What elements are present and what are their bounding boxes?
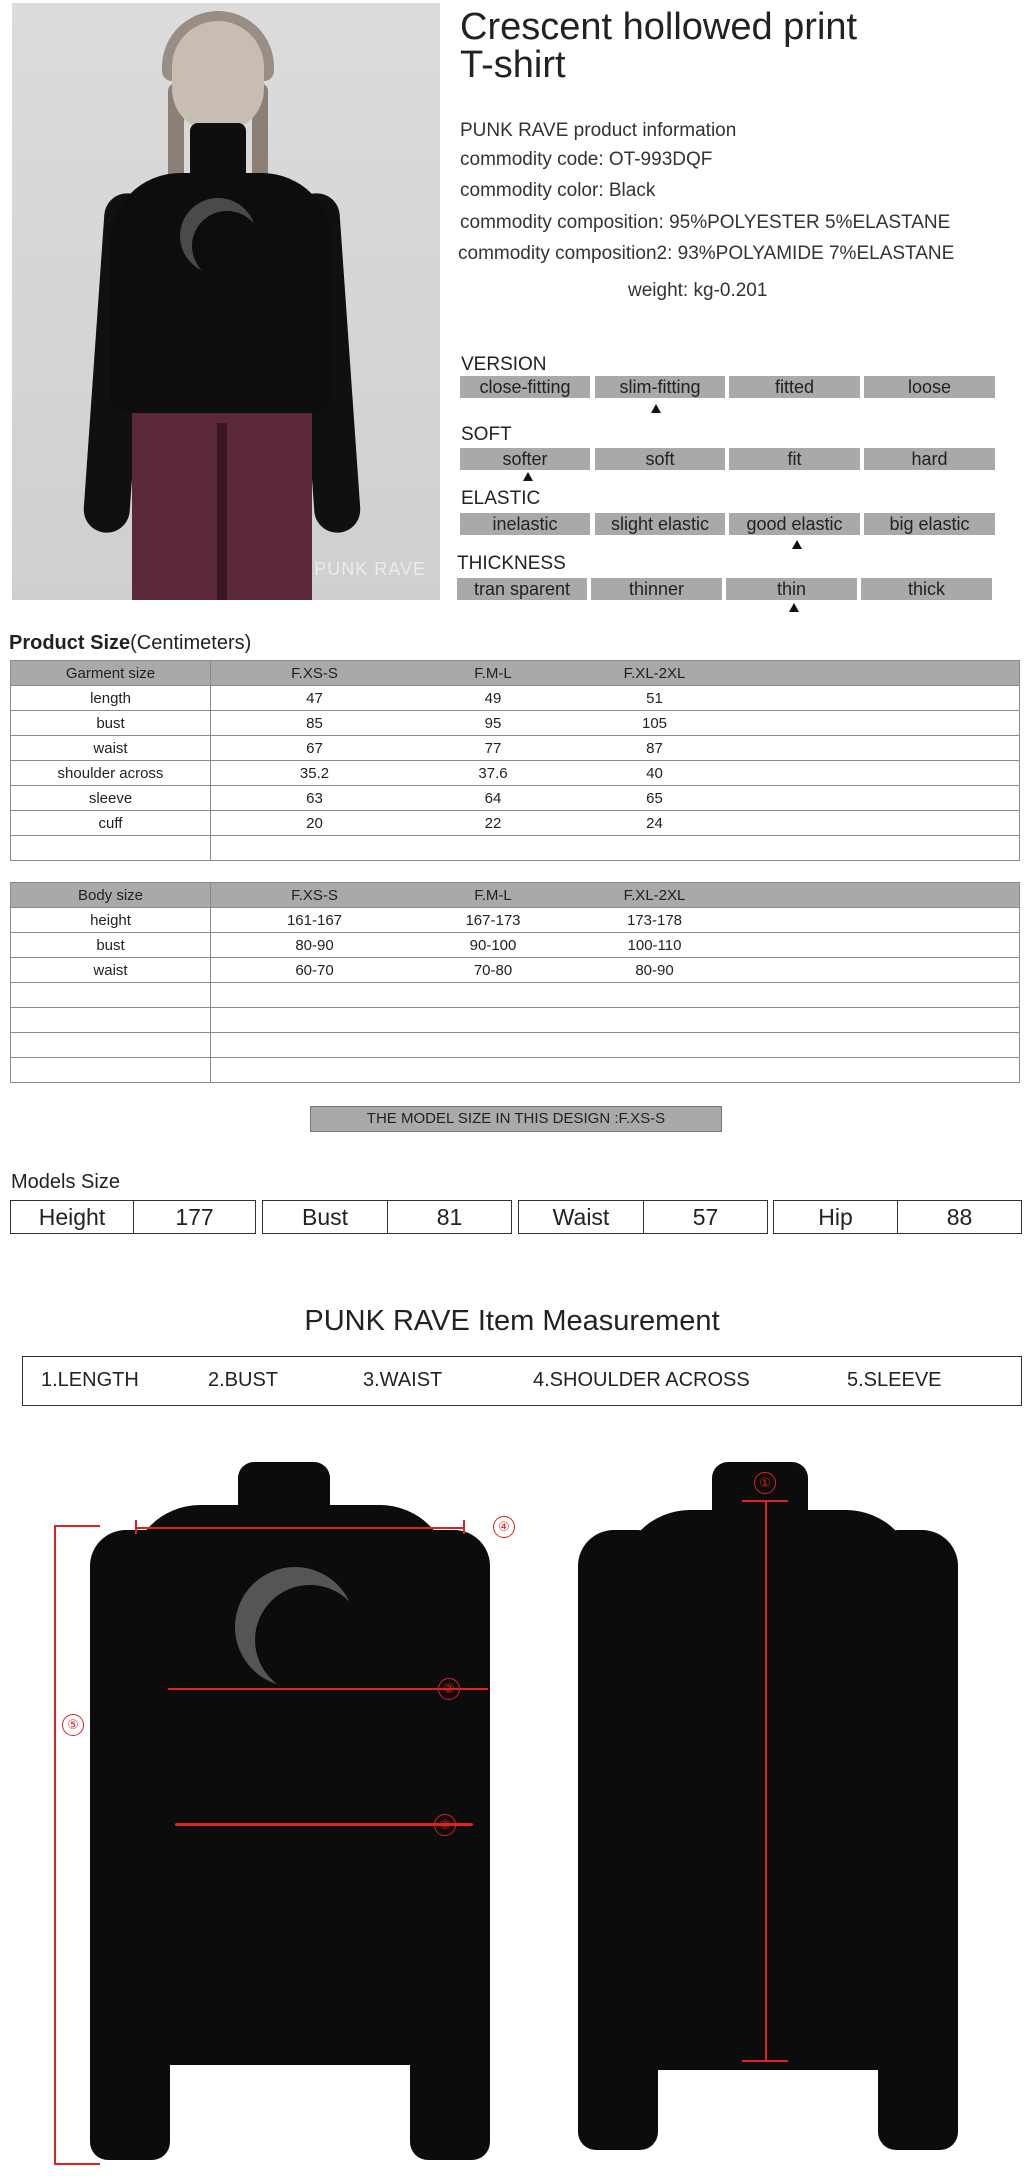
body-row-label: height [11,908,211,933]
table-row [11,1058,1020,1083]
garment-header-label: Garment size [11,661,211,686]
table-row [11,836,1020,861]
photo-watermark: PUNK RAVE [314,559,426,579]
marker-bust-icon: ② [438,1678,460,1700]
info-heading: PUNK RAVE product information [460,120,737,141]
body-header-sizes [211,883,1020,908]
product-size-heading-bold: Product Size [9,632,131,654]
body-row-label [11,983,211,1008]
measurement-item-bust: 2.BUST [208,1369,279,1391]
body-cell: 100-110 [627,936,682,954]
body-row-label: waist [11,958,211,983]
garment-cell: 65 [646,789,663,807]
table-row [11,908,1020,933]
body-row-label: bust [11,933,211,958]
attr-version-option-1: close-fitting [460,376,590,398]
table-row [11,983,1020,1008]
body-cell: 60-70 [295,961,334,979]
info-code: commodity code: OT-993DQF [460,149,713,170]
body-cell: 80-90 [635,961,674,979]
attr-elastic-option-1: inelastic [460,513,590,535]
measurement-legend [22,1356,1022,1406]
garment-cell: 87 [646,739,663,757]
table-row [11,686,1020,711]
garment-cell: 63 [306,789,323,807]
attr-soft-option-1: softer [460,448,590,470]
table-row [11,1033,1020,1058]
attr-elastic-option-3: good elastic [729,513,860,535]
models-size-label: Hip [774,1201,898,1233]
body-header-xl: F.XL-2XL [623,886,686,904]
body-size-table [10,882,1020,1083]
garment-cell: 24 [646,814,663,832]
models-size-value: 177 [175,1204,214,1230]
models-size-hip [773,1200,1022,1234]
garment-cell: 77 [484,739,502,757]
garment-cell: 37.6 [478,764,508,782]
elastic-indicator-icon [792,540,802,549]
product-size-heading-unit: (Centimeters) [130,632,252,654]
attr-thickness-title: THICKNESS [457,553,566,574]
body-header-ml: F.M-L [474,886,512,904]
garment-size-table [10,660,1020,861]
garment-header-sizes [211,661,1020,686]
models-size-label: Waist [519,1201,644,1233]
measurement-item-length: 1.LENGTH [41,1369,139,1391]
garment-row-values [211,786,1020,811]
garment-cell: 49 [484,689,502,707]
body-cell: 90-100 [469,936,517,954]
product-title-line1: Crescent hollowed print [460,6,858,48]
garment-row-label [11,836,211,861]
table-row [11,736,1020,761]
attr-thickness-option-4: thick [861,578,992,600]
garment-row-values [211,711,1020,736]
product-title [460,8,1020,84]
attr-thickness-option-1: tran sparent [457,578,587,600]
table-row [11,933,1020,958]
body-row-label [11,1008,211,1033]
garment-row-label: bust [11,711,211,736]
body-header-xs: F.XS-S [291,886,338,904]
body-header-label: Body size [11,883,211,908]
models-size-label: Bust [263,1201,388,1233]
thickness-indicator-icon [789,603,799,612]
garment-cell: 64 [484,789,502,807]
back-shirt-illustration [560,1460,990,2160]
measurement-item-waist: 3.WAIST [363,1369,443,1391]
attr-version-option-3: fitted [729,376,860,398]
garment-row-values [211,811,1020,836]
garment-cell: 51 [646,689,663,707]
marker-waist-icon: ③ [434,1814,456,1836]
attr-elastic-title: ELASTIC [461,488,541,509]
models-size-value: 57 [692,1204,719,1230]
body-cell: 173-178 [626,911,683,929]
info-color: commodity color: Black [460,180,656,201]
info-composition: commodity composition: 95%POLYESTER 5%ELASTANE [460,212,951,233]
attr-version-option-2: slim-fitting [595,376,725,398]
table-row [11,883,1020,908]
garment-cell: 95 [484,714,502,732]
attr-version-title: VERSION [461,354,547,375]
attr-soft-option-4: hard [864,448,995,470]
info-composition2: commodity composition2: 93%POLYAMIDE 7%ELASTANE [458,243,955,264]
body-row-values [211,958,1020,983]
models-size-heading: Models Size [11,1171,120,1193]
table-row [11,711,1020,736]
attr-elastic-option-4: big elastic [864,513,995,535]
measurement-item-shoulder: 4.SHOULDER ACROSS [533,1369,750,1391]
body-row-values [211,983,1020,1008]
body-row-values [211,933,1020,958]
garment-row-values [211,686,1020,711]
garment-row-label: waist [11,736,211,761]
models-size-value: 88 [946,1204,973,1230]
body-row-label [11,1033,211,1058]
garment-cell: 67 [306,739,323,757]
garment-header-xs: F.XS-S [291,664,338,682]
marker-sleeve-icon: ⑤ [62,1714,84,1736]
table-row [11,811,1020,836]
garment-cell: 22 [484,814,502,832]
table-row [11,761,1020,786]
body-cell: 80-90 [295,936,334,954]
product-title-line2: T-shirt [460,44,566,86]
garment-header-xl: F.XL-2XL [623,664,686,682]
body-row-label [11,1058,211,1083]
body-row-values [211,1058,1020,1083]
garment-cell: 20 [306,814,323,832]
table-row [11,1008,1020,1033]
garment-row-values [211,836,1020,861]
attr-soft-title: SOFT [461,424,512,445]
info-weight: weight: kg-0.201 [628,280,768,301]
body-row-values [211,1033,1020,1058]
models-size-height [10,1200,256,1234]
garment-row-label: sleeve [11,786,211,811]
model-photo [12,3,440,600]
table-row [11,786,1020,811]
attr-soft-option-2: soft [595,448,725,470]
product-size-heading [9,632,251,655]
body-cell: 161-167 [286,911,343,929]
table-row [11,958,1020,983]
garment-cell: 47 [306,689,323,707]
front-shirt-illustration [50,1460,510,2170]
garment-cell: 35.2 [299,764,330,782]
body-cell: 70-80 [473,961,513,979]
body-cell: 167-173 [465,911,521,929]
garment-row-values [211,761,1020,786]
table-row [11,661,1020,686]
models-size-waist [518,1200,768,1234]
body-row-values [211,1008,1020,1033]
garment-row-label: cuff [11,811,211,836]
version-indicator-icon [651,404,661,413]
models-size-label: Height [11,1201,134,1233]
model-size-note: THE MODEL SIZE IN THIS DESIGN :F.XS-S [310,1106,722,1132]
attr-soft-option-3: fit [729,448,860,470]
garment-row-values [211,736,1020,761]
garment-row-label: shoulder across [11,761,211,786]
marker-shoulder-icon: ④ [493,1516,515,1538]
body-row-values [211,908,1020,933]
garment-cell: 85 [306,714,323,732]
attr-thickness-option-2: thinner [591,578,722,600]
models-size-bust [262,1200,512,1234]
measurement-title: PUNK RAVE Item Measurement [304,1305,720,1337]
garment-row-label: length [11,686,211,711]
measurement-item-sleeve: 5.SLEEVE [847,1369,942,1391]
attr-version-option-4: loose [864,376,995,398]
garment-cell: 40 [646,764,663,782]
soft-indicator-icon [523,472,533,481]
garment-header-ml: F.M-L [474,664,512,682]
attr-thickness-option-3: thin [726,578,857,600]
marker-length-icon: ① [754,1472,776,1494]
garment-cell: 105 [641,714,668,732]
attr-elastic-option-2: slight elastic [595,513,725,535]
models-size-value: 81 [436,1204,463,1230]
